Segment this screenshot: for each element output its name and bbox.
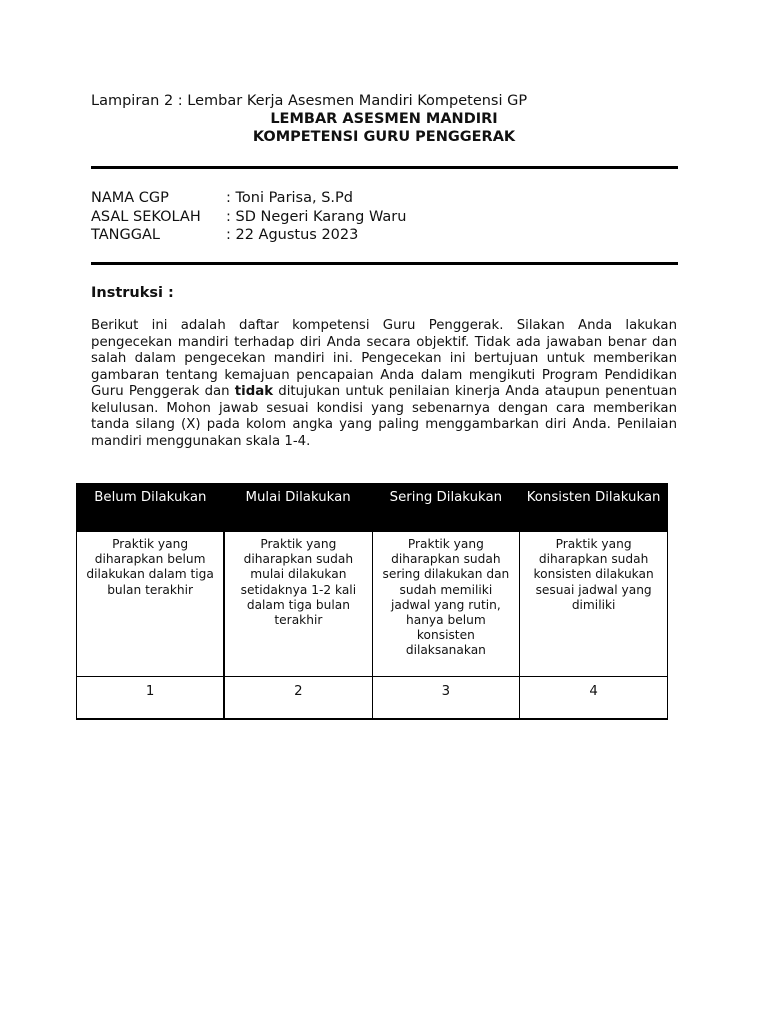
instructions-paragraph (91, 318, 677, 450)
scale-score-4: 4 (520, 677, 668, 720)
scale-header-row (77, 484, 668, 532)
identity-row-date (91, 226, 406, 245)
scale-score-row (77, 677, 668, 720)
top-divider (91, 166, 678, 169)
scale-description-1: Praktik yang diharapkan belum dilakukan dalam tiga bulan terakhir (77, 532, 225, 677)
instructions-bold-word: tidak (234, 384, 274, 399)
school-value: : SD Negeri Karang Waru (226, 208, 407, 225)
identity-row-name (91, 189, 406, 208)
date-label: TANGGAL (91, 227, 160, 243)
scale-description-row (77, 532, 668, 677)
identity-row-school (91, 208, 406, 227)
identity-block (91, 189, 406, 245)
instructions-text-part-2: ditujukan untuk penilaian kinerja Anda ataupun penentuan kelulusan. Mohon jawab sesuai kondisi yang sebenarnya dengan cara memberikan tanda silang (X) pada kolom angka yang paling menggambarkan diri Anda. Penilaian mandiri menggunakan skala 1-4. (91, 384, 678, 449)
scale-score-1: 1 (77, 677, 225, 720)
scale-description-3: Praktik yang diharapkan sudah sering dilakukan dan sudah memiliki jadwal yang rutin, hanya belum konsisten dilaksanakan (372, 532, 520, 677)
rating-scale-table (76, 483, 668, 720)
instructions-text-part-1: Berikut ini adalah daftar kompetensi Guru Penggerak. Silakan Anda lakukan pengecekan mandiri terhadap diri Anda secara objektif. Tidak ada jawaban benar dan salah dalam pengecekan mandiri ini. Pengecekan ini bertujuan untuk memberikan gambaran tentang kemajuan pencapaian Anda dalam mengikuti Program Pendidikan Guru Penggerak dan (91, 318, 677, 399)
scale-header-3: Sering Dilakukan (372, 484, 520, 532)
scale-header-1: Belum Dilakukan (77, 484, 225, 532)
scale-header-2: Mulai Dilakukan (224, 484, 372, 532)
appendix-label: Lampiran 2 : Lembar Kerja Asesmen Mandiri Kompetensi GP (91, 93, 528, 109)
scale-description-2: Praktik yang diharapkan sudah mulai dilakukan setidaknya 1-2 kali dalam tiga bulan terakhir (224, 532, 372, 677)
scale-description-4: Praktik yang diharapkan sudah konsisten dilakukan sesuai jadwal yang dimiliki (520, 532, 668, 677)
date-value: : 22 Agustus 2023 (226, 227, 359, 243)
school-label: ASAL SEKOLAH (91, 208, 201, 225)
name-value: : Toni Parisa, S.Pd (226, 190, 353, 206)
instructions-heading: Instruksi : (91, 285, 174, 301)
scale-score-2: 2 (224, 677, 372, 720)
document-title-line-1: LEMBAR ASESMEN MANDIRI (270, 111, 498, 127)
name-label: NAMA CGP (91, 190, 169, 206)
bottom-divider (91, 262, 678, 265)
scale-score-3: 3 (372, 677, 520, 720)
scale-header-4: Konsisten Dilakukan (520, 484, 668, 532)
document-title-line-2: KOMPETENSI GURU PENGGERAK (252, 129, 516, 145)
